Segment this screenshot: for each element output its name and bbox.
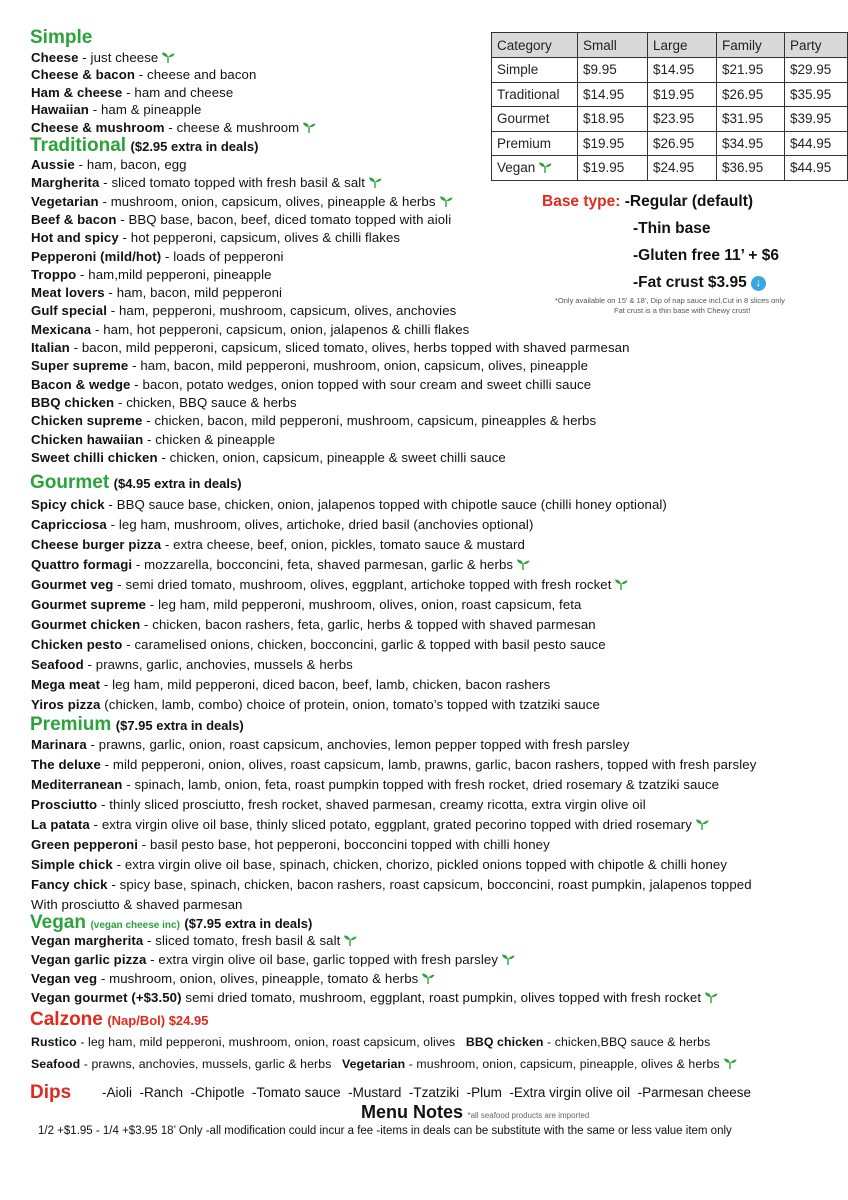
menu-item-traditional (31, 303, 456, 319)
item-name: Simple chick (31, 857, 113, 872)
price-cell: $35.95 (785, 82, 848, 107)
price-row (492, 131, 848, 156)
item-desc: - leg ham, mushroom, olives, artichoke, dried basil (anchovies optional) (106, 517, 534, 532)
base-option: -Thin base (633, 220, 711, 237)
menu-item-traditional (31, 267, 272, 283)
item-desc: - ham and cheese (122, 84, 234, 100)
menu-item-premium (31, 877, 752, 893)
item-name: Quattro formagi (31, 557, 133, 572)
menu-item-gourmet (31, 497, 667, 513)
price-row (492, 156, 848, 181)
price-cell: $19.95 (578, 131, 648, 156)
section-sub-vegan: (vegan cheese inc) (90, 920, 180, 931)
item-desc: - BBQ base, bacon, beef, diced tomato topped with aioli (116, 211, 452, 227)
price-cell: $36.95 (717, 156, 785, 181)
price-row (492, 82, 848, 107)
calzone-row-2 (31, 1056, 737, 1072)
category-label: Traditional (497, 86, 560, 102)
calzone-row-1 (31, 1034, 710, 1050)
base-type-row-1 (542, 193, 753, 211)
menu-item-gourmet (31, 537, 525, 553)
price-cell: $18.95 (578, 107, 648, 132)
menu-item-traditional (31, 212, 451, 228)
vegetarian-leaf-icon (302, 121, 316, 133)
menu-item-traditional (31, 377, 591, 393)
item-name: Chicken hawaiian (31, 431, 144, 447)
item-name: Vegetarian (342, 1057, 406, 1071)
category-label: Vegan (497, 160, 536, 176)
menu-item-premium (31, 837, 550, 853)
section-title-premium: Premium (30, 714, 112, 735)
menu-item-gourmet (31, 617, 596, 633)
item-desc: - chicken, bacon rashers, feta, garlic, herbs & topped with shaved parmesan (140, 617, 596, 632)
section-title-simple: Simple (30, 27, 93, 48)
section-header-gourmet (30, 472, 242, 494)
price-cell: $34.95 (717, 131, 785, 156)
category-cell (492, 107, 578, 132)
vegetarian-leaf-icon (501, 953, 515, 965)
item-desc: - extra cheese, beef, onion, pickles, tomato sauce & mustard (161, 537, 525, 552)
price-cell: $39.95 (785, 107, 848, 132)
menu-item-premium (31, 797, 646, 813)
premium-continuation: With prosciutto & shaved parmesan (31, 897, 243, 912)
item-desc: - mozzarella, bocconcini, feta, shaved parmesan, garlic & herbs (132, 557, 514, 572)
item-desc: - prawns, garlic, anchovies, mussels & herbs (83, 657, 353, 672)
item-desc: - caramelised onions, chicken, bocconcini, garlic & topped with basil pesto sauce (122, 637, 606, 652)
price-table (491, 32, 848, 181)
item-name: BBQ chicken (465, 1035, 544, 1049)
price-cell: $31.95 (717, 107, 785, 132)
item-name: Vegan veg (31, 971, 98, 986)
section-note-premium: ($7.95 extra in deals) (115, 718, 244, 733)
vegetarian-leaf-icon (368, 176, 382, 188)
price-cell: $23.95 (648, 107, 717, 132)
menu-item-vegan (31, 990, 718, 1006)
item-name: Rustico (31, 1035, 77, 1049)
menu-item-simple (31, 120, 316, 136)
dips-list: -Aioli -Ranch -Chipotle -Tomato sauce -Mustard -Tzatziki -Plum -Extra virgin olive oil -Parmesan cheese (102, 1085, 751, 1100)
item-name: Vegetarian (31, 193, 99, 209)
menu-item-vegan (31, 971, 435, 987)
item-desc: - ham, bacon, mild pepperoni (104, 285, 283, 301)
item-name: Margherita (31, 175, 100, 191)
price-table-header (492, 33, 848, 58)
menu-item-simple (31, 67, 256, 83)
vegetarian-leaf-icon (695, 818, 709, 830)
vegetarian-leaf-icon (161, 51, 175, 63)
item-name: Super supreme (31, 358, 129, 374)
vegetarian-leaf-icon (704, 991, 718, 1003)
item-desc: - leg ham, mild pepperoni, mushroom, onion, roast capsicum, olives (76, 1035, 456, 1049)
menu-item-gourmet (31, 517, 533, 533)
item-desc: - just cheese (78, 50, 159, 65)
item-name: Fancy chick (31, 877, 108, 892)
item-desc: - ham, pepperoni, mushroom, capsicum, olives, anchovies (106, 303, 457, 319)
item-name: Gourmet chicken (31, 617, 141, 632)
item-desc: - chicken,BBQ sauce & herbs (543, 1035, 711, 1049)
item-name: Yiros pizza (31, 697, 101, 712)
section-note-calzone: (Nap/Bol) $24.95 (107, 1013, 209, 1028)
category-label: Premium (497, 135, 552, 151)
price-cell: $14.95 (578, 82, 648, 107)
price-row (492, 58, 848, 83)
category-label: Simple (497, 62, 539, 78)
base-type-label: Base type: (542, 193, 621, 210)
item-name: Seafood (31, 1057, 81, 1071)
item-name: Sweet chilli chicken (31, 449, 158, 465)
item-desc: - ham & pineapple (88, 102, 202, 118)
item-name: Ham & cheese (31, 84, 123, 100)
item-desc: - loads of pepperoni (161, 248, 284, 264)
item-desc: - chicken & pineapple (143, 431, 276, 447)
item-desc: - ham, hot pepperoni, capsicum, onion, jalapenos & chilli flakes (91, 321, 470, 337)
item-name: Gourmet veg (31, 577, 114, 592)
category-cell (492, 131, 578, 156)
price-cell: $19.95 (578, 156, 648, 181)
item-desc: - extra virgin olive oil base, garlic topped with fresh parsley (146, 952, 499, 967)
item-name: Spicy chick (31, 497, 105, 512)
menu-item-simple (31, 102, 201, 118)
vegetarian-leaf-icon (723, 1057, 737, 1069)
item-name: Italian (31, 340, 70, 355)
item-desc: - chicken, onion, capsicum, pineapple & sweet chilli sauce (157, 449, 506, 465)
item-desc: - ham, bacon, egg (74, 157, 187, 172)
menu-notes-text: 1/2 +$1.95 - 1/4 +$3.95 18’ Only -all modification could incur a fee -items in deals can be substitute with the same or less value item only (38, 1125, 732, 1137)
price-cell: $26.95 (717, 82, 785, 107)
menu-item-premium (31, 757, 756, 773)
item-name: Marinara (31, 737, 87, 752)
menu-item-traditional (31, 157, 187, 173)
vegetarian-leaf-icon (439, 195, 453, 207)
item-name: Pepperoni (mild/hot) (31, 248, 162, 264)
item-desc: - spinach, lamb, onion, feta, roast pumpkin topped with fresh rocket, dried rosemary & tzatziki sauce (122, 777, 720, 792)
item-name: Seafood (31, 657, 84, 672)
price-row (492, 107, 848, 132)
section-note-gourmet: ($4.95 extra in deals) (113, 476, 242, 491)
item-name: Mega meat (31, 677, 101, 692)
item-name: Vegan garlic pizza (31, 952, 147, 967)
header-cell: Party (785, 33, 848, 58)
header-cell: Large (648, 33, 717, 58)
section-title-calzone: Calzone (30, 1009, 103, 1030)
menu-item-gourmet (31, 577, 628, 593)
price-cell: $19.95 (648, 82, 717, 107)
item-desc: - mild pepperoni, onion, olives, roast capsicum, lamb, prawns, garlic, bacon rashers, topped with fresh parsley (100, 757, 757, 772)
menu-item-premium (31, 737, 630, 753)
base-option: -Gluten free 11’ + $6 (633, 247, 780, 264)
item-desc: - bacon, mild pepperoni, capsicum, sliced tomato, olives, herbs topped with shaved parmesan (69, 340, 630, 355)
item-name: Cheese (31, 50, 79, 65)
menu-item-gourmet (31, 557, 530, 573)
price-cell: $9.95 (578, 58, 648, 83)
item-desc: - cheese & mushroom (164, 119, 300, 135)
menu-item-gourmet (31, 597, 581, 613)
item-name: Mexicana (31, 321, 92, 337)
menu-item-simple (31, 50, 175, 66)
item-desc: - chicken, bacon, mild pepperoni, mushroom, capsicum, pineapples & herbs (142, 413, 597, 429)
item-name: Prosciutto (31, 797, 98, 812)
menu-item-traditional (31, 285, 282, 301)
menu-item-traditional (31, 395, 297, 411)
price-cell: $24.95 (648, 156, 717, 181)
price-cell: $21.95 (717, 58, 785, 83)
section-title-dips: Dips (30, 1082, 72, 1103)
item-name: Aussie (31, 157, 75, 172)
menu-item-gourmet (31, 657, 353, 673)
price-cell: $44.95 (785, 156, 848, 181)
section-header-vegan (30, 912, 312, 934)
base-note-2: Fat crust is a thin base with Chewy crust! (614, 306, 751, 315)
menu-item-vegan (31, 952, 515, 968)
price-cell: $29.95 (785, 58, 848, 83)
vegetarian-leaf-icon (538, 161, 552, 173)
menu-item-traditional (31, 322, 469, 338)
item-name: Cheese burger pizza (31, 537, 162, 552)
item-desc: - prawns, garlic, onion, roast capsicum, anchovies, lemon pepper topped with fresh parsley (86, 737, 630, 752)
item-desc: - thinly sliced prosciutto, fresh rocket, shaved parmesan, creamy ricotta, extra virgin olive oil (97, 797, 646, 812)
item-desc: - chicken, BBQ sauce & herbs (114, 394, 297, 410)
item-name: Chicken pesto (31, 637, 123, 652)
item-desc: - ham, bacon, mild pepperoni, mushroom, onion, capsicum, olives, pineapple (128, 358, 589, 374)
price-cell: $14.95 (648, 58, 717, 83)
price-cell: $44.95 (785, 131, 848, 156)
item-name: Mediterranean (31, 777, 123, 792)
category-cell (492, 58, 578, 83)
item-name: Cheese & mushroom (31, 119, 165, 135)
item-desc: - prawns, anchovies, mussels, garlic & herbs (80, 1057, 332, 1071)
item-name: Cheese & bacon (31, 67, 136, 83)
header-cell: Family (717, 33, 785, 58)
leaf-slot (720, 1057, 737, 1071)
menu-notes-sub: *all seafood products are imported (467, 1111, 590, 1120)
base-option: -Fat crust $3.95 (633, 274, 747, 291)
section-note-vegan: ($7.95 extra in deals) (184, 916, 313, 931)
item-desc: - BBQ sauce base, chicken, onion, jalapenos topped with chipotle sauce (chilli honey optional) (104, 497, 667, 512)
item-desc: - mushroom, onion, capsicum, olives, pineapple & herbs (98, 193, 436, 209)
section-title-vegan: Vegan (30, 912, 86, 933)
item-desc: - leg ham, mild pepperoni, mushroom, olives, onion, roast capsicum, feta (146, 597, 582, 612)
price-table-body (492, 58, 848, 181)
category-cell (492, 156, 578, 181)
menu-item-traditional (31, 450, 506, 466)
item-name: Capricciosa (31, 517, 107, 532)
menu-item-premium (31, 857, 727, 873)
item-desc: - bacon, potato wedges, onion topped with sour cream and sweet chilli sauce (130, 376, 592, 392)
menu-item-traditional (31, 249, 284, 265)
menu-item-traditional (31, 230, 400, 246)
vegetarian-leaf-icon (516, 558, 530, 570)
section-title-traditional: Traditional (30, 135, 127, 156)
item-name: Vegan margherita (31, 933, 144, 948)
section-header-traditional (30, 135, 258, 157)
menu-notes-header (361, 1102, 589, 1123)
section-header-calzone (30, 1009, 208, 1031)
item-desc: - extra virgin olive oil base, thinly sliced potato, eggplant, grated pecorino topped with dried rosemary (89, 817, 692, 832)
item-desc: - hot pepperoni, capsicum, olives & chilli flakes (118, 230, 401, 246)
item-desc: - semi dried tomato, mushroom, olives, eggplant, artichoke topped with fresh rocket (113, 577, 612, 592)
item-desc: - ham,mild pepperoni, pineapple (76, 266, 272, 282)
menu-item-gourmet (31, 677, 550, 693)
item-desc: - sliced tomato topped with fresh basil & salt (99, 175, 366, 191)
item-name: Hot and spicy (31, 230, 119, 246)
item-name: Vegan gourmet (+$3.50) (31, 990, 182, 1005)
category-label: Gourmet (497, 111, 550, 127)
item-name: La patata (31, 817, 90, 832)
item-desc: - mushroom, onion, olives, pineapple, tomato & herbs (97, 971, 419, 986)
item-name: Gourmet supreme (31, 597, 147, 612)
item-desc: - spicy base, spinach, chicken, bacon rashers, roast capsicum, bocconcini, roast pumpkin, jalapenos topped (107, 877, 752, 892)
section-note-traditional: ($2.95 extra in deals) (130, 139, 259, 154)
category-cell (492, 82, 578, 107)
menu-item-premium (31, 817, 709, 833)
item-name: BBQ chicken (31, 394, 115, 410)
base-note-1: *Only available on 15’ & 18’, Dip of nap sauce incl,Cut in 8 slices only (555, 296, 785, 305)
menu-item-traditional (31, 175, 382, 191)
menu-item-traditional (31, 340, 630, 356)
item-name: The deluxe (31, 757, 101, 772)
item-name: Gulf special (31, 303, 107, 319)
base-option-fat-crust (633, 274, 766, 292)
menu-item-premium (31, 777, 719, 793)
base-option: -Regular (default) (624, 193, 754, 210)
vegetarian-leaf-icon (614, 578, 628, 590)
header-cell: Small (578, 33, 648, 58)
header-cell: Category (492, 33, 578, 58)
item-desc: - leg ham, mild pepperoni, diced bacon, beef, lamb, chicken, bacon rashers (100, 677, 551, 692)
item-name: Green pepperoni (31, 837, 139, 852)
price-cell: $26.95 (648, 131, 717, 156)
menu-item-vegan (31, 933, 357, 949)
item-desc: - mushroom, onion, capsicum, pineapple, olives & herbs (405, 1057, 720, 1071)
item-desc: semi dried tomato, mushroom, eggplant, roast pumpkin, olives topped with fresh rocket (181, 990, 702, 1005)
item-desc: - cheese and bacon (135, 67, 257, 83)
item-name: Chicken supreme (31, 413, 143, 429)
item-name: Troppo (31, 266, 77, 282)
menu-item-simple (31, 85, 233, 101)
item-desc: (chicken, lamb, combo) choice of protein, onion, tomato’s topped with tzatziki sauce (100, 697, 600, 712)
menu-item-traditional (31, 358, 588, 374)
item-name: Meat lovers (31, 285, 105, 301)
menu-item-traditional (31, 413, 596, 429)
item-name: Bacon & wedge (31, 376, 131, 392)
item-desc: - sliced tomato, fresh basil & salt (143, 933, 341, 948)
item-desc: - extra virgin olive oil base, spinach, chicken, chorizo, pickled onions topped with chipotle & chilli honey (112, 857, 728, 872)
item-desc: - basil pesto base, hot pepperoni, bocconcini topped with chilli honey (138, 837, 550, 852)
menu-notes-title: Menu Notes (361, 1102, 464, 1122)
vegetarian-leaf-icon (343, 934, 357, 946)
menu-item-gourmet (31, 637, 606, 653)
menu-item-gourmet (31, 697, 600, 713)
menu-item-traditional (31, 194, 453, 210)
section-header-premium (30, 714, 244, 736)
item-name: Hawaiian (31, 102, 89, 118)
vegetarian-leaf-icon (421, 972, 435, 984)
item-name: Beef & bacon (31, 211, 117, 227)
section-title-gourmet: Gourmet (30, 472, 110, 493)
arrow-down-circle-icon: ↓ (751, 276, 766, 291)
menu-item-traditional (31, 432, 275, 448)
